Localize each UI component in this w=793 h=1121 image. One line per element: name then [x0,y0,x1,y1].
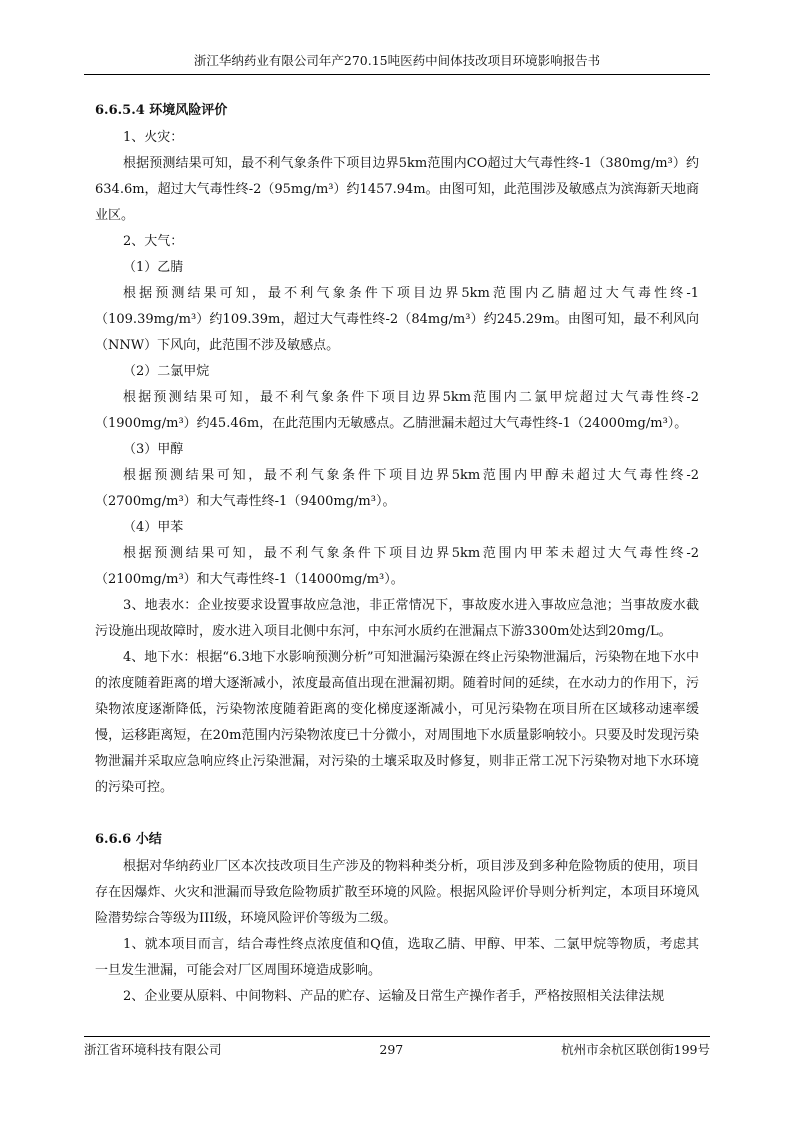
footer-address: 杭州市余杭区联创街199号 [561,1042,710,1057]
paragraph-fire-title: 1、火灾： [123,130,184,145]
paragraph-summary-point-2: 2、企业要从原料、中间物料、产品的贮存、运输及日常生产操作者手，严格按照相关法律法规 [123,989,665,1004]
section-gap [95,801,699,826]
section-heading-6-6-6: 6.6.6 小结 [95,832,162,847]
paragraph-toluene-body: 根据预测结果可知，最不利气象条件下项目边界5km范围内甲苯未超过大气毒性终-2（2100mg/m³）和大气毒性终-1（14000mg/m³）。 [95,546,699,587]
paragraph-dcm-title: （2）二氯甲烷 [123,364,210,379]
footer-company: 浙江省环境科技有限公司 [84,1042,222,1057]
paragraph-groundwater: 4、地下水：根据“6.3地下水影响预测分析”可知泄漏污染源在终止污染物泄漏后，污染物在地下水中的浓度随着距离的增大逐渐减小，浓度最高值出现在泄漏初期。随着时间的延续，在水动力的作用下，污染物浓度逐渐降低，污染物浓度随着距离的变化梯度逐渐减小，可见污染物在项目所在区域移动速率缓慢，运移距离短，在20m范围内污染物浓度已十分微小，对周围地下水质量影响较小。只要及时发现污染物泄漏并采取应急响应终止污染泄漏，对污染的土壤采取及时修复，则非正常工况下污染物对地下水环境的污染可控。 [95,650,699,795]
paragraph-summary-intro: 根据对华纳药业厂区本次技改项目生产涉及的物料种类分析，项目涉及到多种危险物质的使用，项目存在因爆炸、火灾和泄漏而导致危险物质扩散至环境的风险。根据风险评价导则分析判定，本项目环境风险潜势综合等级为III级，环境风险评价等级为二级。 [95,859,699,926]
section-heading-6-6-5-4: 6.6.5.4 环境风险评价 [95,103,228,118]
paragraph-surface-water: 3、地表水：企业按要求设置事故应急池，非正常情况下，事故废水进入事故应急池；当事故废水截污设施出现故障时，废水进入项目北侧中东河，中东河水质约在泄漏点下游3300m处达到20mg/L。 [95,598,699,639]
paragraph-acetonitrile-title: （1）乙腈 [123,260,184,275]
page-footer [84,1036,710,1058]
paragraph-summary-point-1: 1、就本项目而言，结合毒性终点浓度值和Q值，选取乙腈、甲醇、甲苯、二氯甲烷等物质，考虑其一旦发生泄漏，可能会对厂区周围环境造成影响。 [95,937,699,978]
paragraph-methanol-title: （3）甲醇 [123,442,184,457]
paragraph-toluene-title: （4）甲苯 [123,520,184,535]
paragraph-acetonitrile-body: 根据预测结果可知，最不利气象条件下项目边界5km范围内乙腈超过大气毒性终-1（109.39mg/m³）约109.39m，超过大气毒性终-2（84mg/m³）约245.29m。由图可知，最不利风向（NNW）下风向，此范围不涉及敏感点。 [95,286,699,353]
paragraph-dcm-body: 根据预测结果可知，最不利气象条件下项目边界5km范围内二氯甲烷超过大气毒性终-2（1900mg/m³）约45.46m，在此范围内无敏感点。乙腈泄漏未超过大气毒性终-1（24000mg/m³）。 [95,390,699,431]
page-content [95,97,699,1010]
paragraph-methanol-body: 根据预测结果可知，最不利气象条件下项目边界5km范围内甲醇未超过大气毒性终-2（2700mg/m³）和大气毒性终-1（9400mg/m³）。 [95,468,699,509]
page-header [84,53,710,75]
header-title: 浙江华纳药业有限公司年产270.15吨医药中间体技改项目环境影响报告书 [193,53,601,68]
page-number: 297 [379,1042,404,1057]
paragraph-air-title: 2、大气： [123,234,184,249]
paragraph-fire-body: 根据预测结果可知，最不利气象条件下项目边界5km范围内CO超过大气毒性终-1（380mg/m³）约634.6m，超过大气毒性终-2（95mg/m³）约1457.94m。由图可知，此范围涉及敏感点为滨海新天地商业区。 [95,156,699,223]
